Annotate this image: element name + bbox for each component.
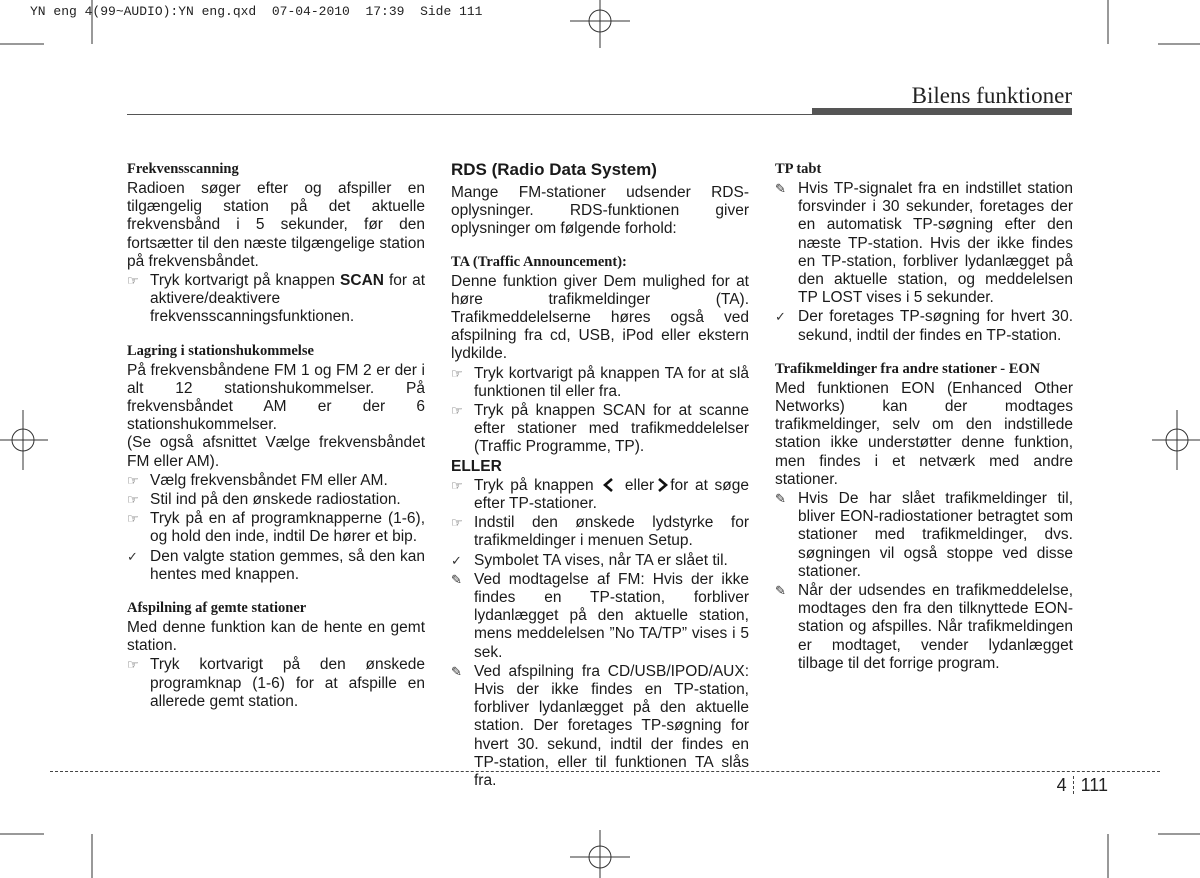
pointing-hand-icon: ☞ <box>451 477 463 493</box>
page-number <box>1057 775 1108 796</box>
check-icon: ✓ <box>451 552 462 568</box>
pointing-hand-icon: ☞ <box>451 365 463 381</box>
pencil-icon: ✎ <box>451 663 462 679</box>
scan-key-label: SCAN <box>340 272 384 290</box>
list-item: ✓ Den valgte station gemmes, så den kan hentes med knappen. <box>127 547 425 583</box>
paragraph: (Se også afsnittet Vælge frekvensbåndet FM eller AM). <box>127 434 425 470</box>
pencil-icon: ✎ <box>451 571 462 587</box>
list-item: ✓ Der foretages TP-søgning for hvert 30. sekund, indtil der findes en TP-station. <box>775 308 1073 344</box>
pointing-hand-icon: ☞ <box>127 511 139 527</box>
chevron-left-icon <box>602 478 616 492</box>
column-1 <box>127 160 425 712</box>
list-item: ☞ Tryk kortvarigt på den ønskede programknap (1-6) for at afspille en allerede gemt station. <box>127 656 425 710</box>
list-item: ☞ Tryk på en af programknapperne (1-6), og hold den inde, indtil De hører et bip. <box>127 510 425 546</box>
paragraph: Med denne funktion kan de hente en gemt station. <box>127 619 425 655</box>
section-title-afspilning: Afspilning af gemte stationer <box>127 600 307 617</box>
section-title-eon: Trafikmeldinger fra andre stationer - EON <box>775 360 1041 377</box>
pencil-icon: ✎ <box>775 583 786 599</box>
pointing-hand-icon: ☞ <box>451 515 463 531</box>
paragraph: Mange FM-stationer udsender RDS-oplysninger. RDS-funktionen giver oplysninger om følgende forhold: <box>451 184 749 238</box>
list-item: ☞ Tryk på knappen SCAN for at scanne efter stationer med trafikmeddelelser (Traffic Programme, TP). <box>451 402 749 456</box>
paragraph: På frekvensbåndene FM 1 og FM 2 er der i alt 12 stationshukommelser. På frekvensbåndet AM er der 6 stationshukommelser. <box>127 361 425 434</box>
check-icon: ✓ <box>127 548 138 564</box>
paragraph: Radioen søger efter og afspiller en tilgængelig station på det aktuelle frekvensbånd i 5 sekunder, før den fortsætter til den næste tilgængelige station på frekvensbåndet. <box>127 180 425 270</box>
section-title-rds: RDS (Radio Data System) <box>451 160 657 179</box>
list-item <box>127 272 425 327</box>
list-item: ☞ Stil ind på den ønskede radiostation. <box>127 491 401 509</box>
pointing-hand-icon: ☞ <box>127 273 139 289</box>
pointing-hand-icon: ☞ <box>127 657 139 673</box>
chapter-title: Bilens funktioner <box>911 83 1072 108</box>
paragraph: Denne funktion giver Dem mulighed for at høre trafikmeldinger (TA). Trafikmeddelelserne høres også ved afspilning fra cd, USB, iPod eller ekstern lydkilde. <box>451 272 749 363</box>
list-item: ✎ Hvis De har slået trafikmeldinger til, bliver EON-radiostationer betragtet som stationer med trafikmeldinger, dvs. søgningen vil også stoppe ved disse stationer. <box>775 490 1073 580</box>
list-item: ☞ Vælg frekvensbåndet FM eller AM. <box>127 471 388 489</box>
column-3 <box>775 160 1073 674</box>
check-icon: ✓ <box>775 309 786 325</box>
section-title-tp-tabt: TP tabt <box>775 161 822 177</box>
list-item: ☞ Tryk på knappen eller for at søge efter TP-stationer. <box>451 476 749 513</box>
list-item: ✎ Hvis TP-signalet fra en indstillet station forsvinder i 30 sekunder, foretages der en automatisk TP-søgning efter den næste TP-station. Hvis der ikke findes en TP-station, forbliver lydanlægget på den aktuelle station, og meddelelsen TP LOST vises i 5 sekunder. <box>775 180 1073 307</box>
pencil-icon: ✎ <box>775 491 786 507</box>
header-rule <box>127 114 1072 115</box>
paragraph: Med funktionen EON (Enhanced Other Networks) kan der modtages trafikmeldinger, selv om den indstillede station ikke understøtter denne funktion, men findes i et netværk med andre stationer. <box>775 379 1073 488</box>
pointing-hand-icon: ☞ <box>127 472 139 488</box>
chevron-right-icon <box>655 478 669 492</box>
page-number-value: 111 <box>1080 775 1108 795</box>
section-title-lagring: Lagring i stationshukommelse <box>127 342 314 359</box>
eller-label: ELLER <box>451 457 502 475</box>
section-title-frekvensscanning: Frekvensscanning <box>127 161 239 177</box>
list-item: ☞ Tryk kortvarigt på knappen TA for at slå funktionen til eller fra. <box>451 364 749 400</box>
section-title-ta: TA (Traffic Announcement): <box>451 253 627 270</box>
pointing-hand-icon: ☞ <box>127 492 139 508</box>
list-item: ✎ Når der udsendes en trafikmeddelelse, modtages den fra den tilknyttede EON-station og afspilles. Når trafikmeldingen er modtaget, vender lydanlægget tilbage til det forrige program. <box>775 582 1073 672</box>
list-item-text: Tryk kortvarigt på knappen SCAN for at aktivere/deaktivere frekvensscanningsfunktionen. <box>150 272 425 326</box>
footer-dashed-rule <box>50 771 1160 772</box>
print-header: YN eng 4(99~AUDIO):YN eng.qxd 07-04-2010 17:39 Side 111 <box>30 4 483 19</box>
list-item: ☞ Indstil den ønskede lydstyrke for trafikmeldinger i menuen Setup. <box>451 514 749 550</box>
chapter-number: 4 <box>1056 775 1067 795</box>
list-item: ✓ Symbolet TA vises, når TA er slået til. <box>451 551 728 569</box>
column-2 <box>451 160 749 791</box>
list-item: ✎ Ved modtagelse af FM: Hvis der ikke findes en TP-station, forbliver lydanlægget på den aktuelle station, mens meddelelsen ”No TA/TP” vises i 5 sek. <box>451 570 749 661</box>
pencil-icon: ✎ <box>775 181 786 196</box>
list-item: ✎ Ved afspilning fra CD/USB/IPOD/AUX: Hvis der ikke findes en TP-station, forbliver lydanlægget på den aktuelle station. Der foretages TP-søgning for hvert 30. sekund, indtil der findes en TP-station, eller til funktionen TA slås fra. <box>451 662 749 790</box>
pointing-hand-icon: ☞ <box>451 403 463 419</box>
